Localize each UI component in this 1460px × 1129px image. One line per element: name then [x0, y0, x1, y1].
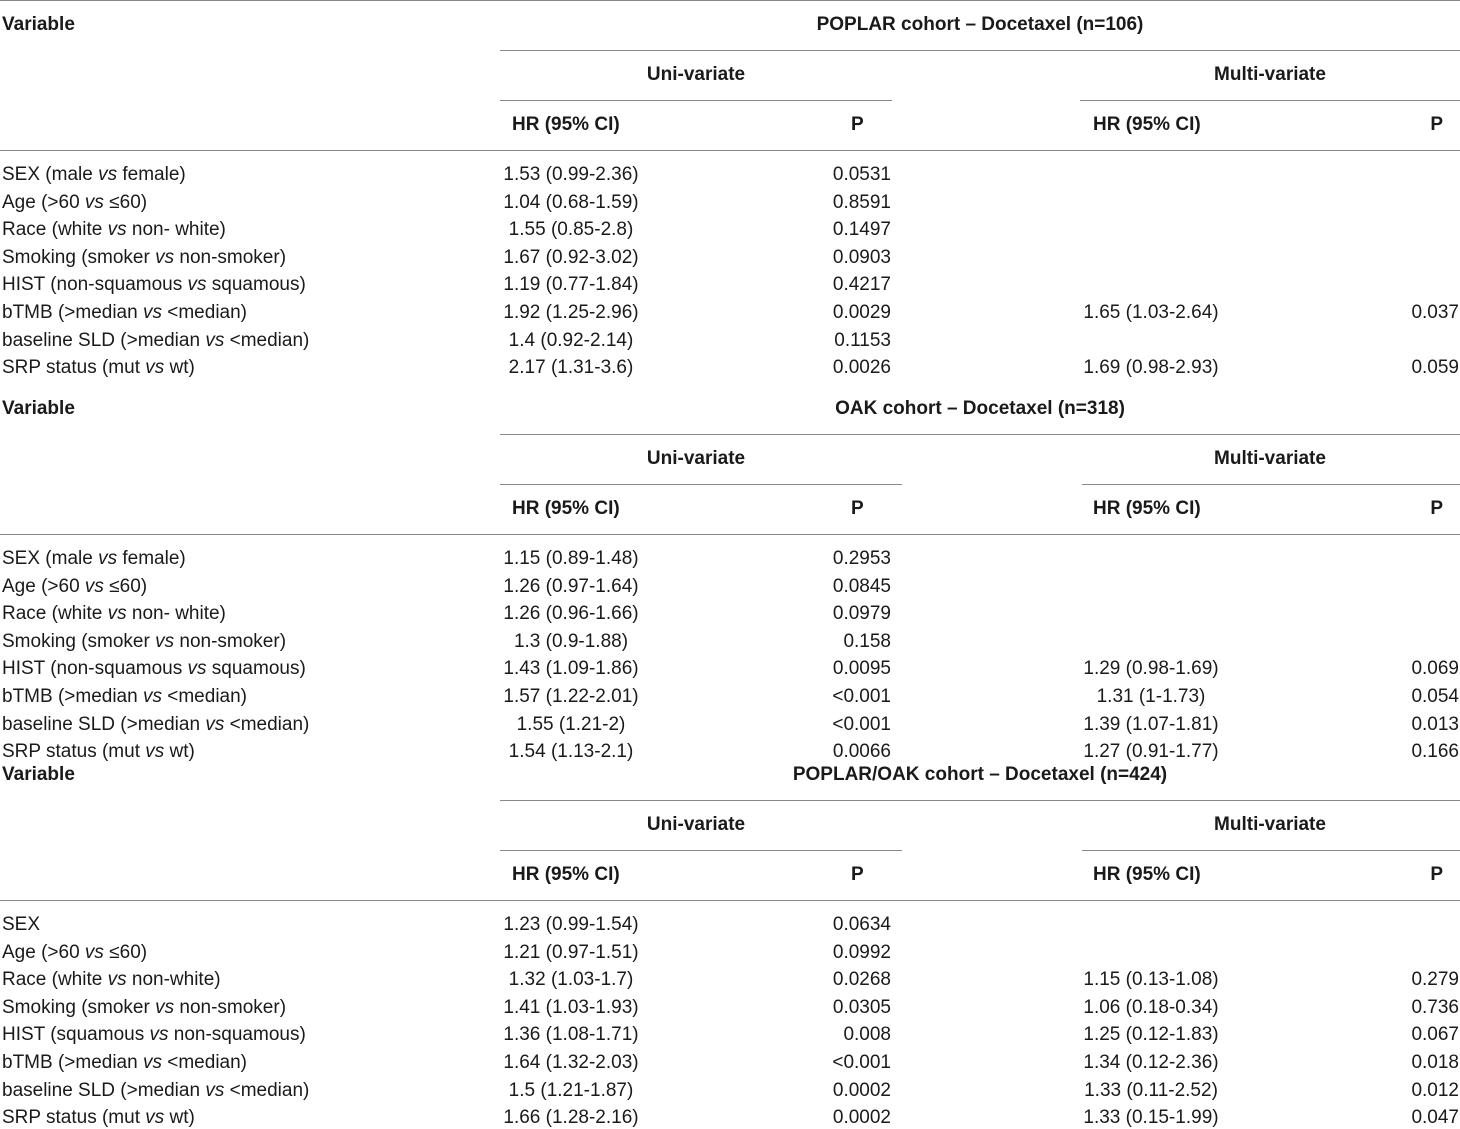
variable-label-vs: vs: [98, 164, 118, 185]
uni-hr-header: HR (95% CI): [512, 114, 620, 135]
multi-p-value: 0.279: [1411, 969, 1459, 991]
multi-hr-value: 1.31 (1-1.73): [1096, 686, 1206, 707]
variable-label-text: baseline SLD (>median: [2, 713, 206, 735]
uni-p-value: 0.1497: [832, 219, 891, 241]
variable-label-text: SEX (male: [2, 164, 99, 185]
variable-label-text: HIST (non-squamous: [2, 658, 188, 680]
variable-label: [2, 219, 226, 241]
uni-p-value: 0.0002: [832, 1107, 891, 1129]
variable-header: Variable: [2, 14, 75, 35]
variable-label: [2, 1080, 309, 1102]
variable-label: [2, 1107, 195, 1129]
multi-p-value: 0.012: [1411, 1079, 1459, 1101]
variable-label-vs: vs: [145, 357, 165, 379]
uni-hr-value: 1.3 (0.9-1.88): [513, 630, 629, 652]
variable-label: [2, 164, 186, 186]
variable-label-vs: vs: [84, 941, 104, 963]
uni-hr-value: 1.53 (0.99-2.36): [503, 164, 639, 185]
variable-label-vs: vs: [98, 548, 118, 569]
uni-p-header: P: [851, 864, 864, 885]
multi-hr-value: 1.33 (0.11-2.52): [1084, 1079, 1218, 1101]
multi-p-value: 0.047: [1411, 1107, 1459, 1129]
uni-p-value: <0.001: [832, 686, 891, 707]
multi-p-value: 0.166: [1411, 741, 1459, 763]
variable-label-text: Age (>60: [2, 941, 85, 963]
variable-label-comparator: non-smoker): [174, 996, 287, 1018]
multi-hr-value: 1.25 (0.12-1.83): [1083, 1024, 1219, 1046]
variable-label-text: baseline SLD (>median: [2, 329, 206, 351]
uni-p-value: 0.008: [843, 1024, 891, 1046]
variable-label-comparator: <median): [161, 302, 248, 323]
multi-hr-header: HR (95% CI): [1093, 498, 1201, 519]
variable-label: [2, 969, 221, 991]
variable-label: [2, 330, 309, 352]
uni-p-value: 0.0026: [832, 357, 891, 379]
multi-p-value: 0.013: [1411, 713, 1459, 735]
variable-label-vs: vs: [187, 658, 207, 680]
variable-label-comparator: female): [117, 548, 186, 569]
variable-label: [2, 247, 286, 269]
uni-p-value: 0.0992: [832, 941, 891, 963]
variable-label: [2, 997, 286, 1019]
uni-hr-value: 1.57 (1.22-2.01): [503, 686, 639, 707]
variable-label-vs: vs: [205, 1079, 225, 1101]
multi-variate-rule: [1082, 484, 1460, 485]
variable-label-text: Race (white: [2, 969, 108, 991]
cohort-title: POPLAR/OAK cohort – Docetaxel (n=424): [792, 764, 1168, 785]
variable-label-comparator: non-smoker): [174, 630, 287, 652]
uni-hr-value: 1.26 (0.96-1.66): [503, 603, 639, 625]
variable-label-comparator: ≤60): [103, 575, 148, 597]
variable-label-text: SEX (male: [2, 548, 99, 569]
uni-p-value: 0.8591: [832, 191, 891, 213]
uni-hr-value: 1.36 (1.08-1.71): [503, 1024, 639, 1046]
variable-label-text: SRP status (mut: [2, 357, 146, 379]
multi-hr-value: 1.06 (0.18-0.34): [1083, 996, 1219, 1018]
variable-label-comparator: <median): [224, 713, 310, 735]
multi-hr-value: 1.69 (0.98-2.93): [1083, 357, 1219, 379]
variable-label: [2, 714, 309, 736]
variable-label-text: Age (>60: [2, 575, 85, 597]
uni-hr-header: HR (95% CI): [512, 864, 620, 885]
variable-label: [2, 631, 286, 653]
header-bottom-rule: [0, 150, 1460, 151]
multi-p-header: P: [1430, 498, 1443, 519]
uni-p-value: <0.001: [832, 1052, 891, 1073]
uni-p-value: 0.0845: [832, 575, 891, 597]
multi-p-value: 0.037: [1411, 302, 1459, 323]
multi-variate-header: Multi-variate: [1214, 64, 1326, 85]
uni-p-value: 0.0979: [832, 603, 891, 625]
uni-p-header: P: [851, 498, 864, 519]
uni-hr-value: 1.04 (0.68-1.59): [503, 191, 639, 213]
variable-label-vs: vs: [149, 1024, 169, 1046]
variable-label-text: bTMB (>median: [2, 302, 143, 323]
cohort-title: POPLAR cohort – Docetaxel (n=106): [816, 14, 1144, 35]
cohort-title: OAK cohort – Docetaxel (n=318): [835, 398, 1125, 419]
uni-hr-value: 1.4 (0.92-2.14): [508, 329, 634, 351]
variable-label-vs: vs: [107, 603, 127, 625]
multi-p-value: 0.054: [1411, 686, 1459, 707]
variable-label-vs: vs: [84, 191, 104, 213]
variable-label-text: HIST (squamous: [2, 1024, 150, 1046]
multi-hr-value: 1.27 (0.91-1.77): [1083, 741, 1219, 763]
multi-hr-value: 1.39 (1.07-1.81): [1083, 713, 1219, 735]
uni-variate-rule: [500, 484, 902, 485]
variable-label-vs: vs: [142, 1052, 162, 1073]
uni-hr-value: 1.23 (0.99-1.54): [503, 914, 639, 935]
variable-label-text: Race (white: [2, 219, 108, 241]
variable-label-vs: vs: [155, 246, 175, 268]
variable-label-vs: vs: [205, 329, 225, 351]
uni-hr-value: 1.26 (0.97-1.64): [503, 575, 639, 597]
multi-hr-value: 1.29 (0.98-1.69): [1083, 658, 1219, 680]
variable-label-text: SRP status (mut: [2, 741, 146, 763]
uni-hr-header: HR (95% CI): [512, 498, 620, 519]
variable-label-comparator: non- white): [126, 219, 226, 241]
variable-label-comparator: <median): [161, 686, 248, 707]
variable-header: Variable: [2, 764, 75, 785]
variable-label-text: bTMB (>median: [2, 1052, 143, 1073]
uni-hr-value: 1.64 (1.32-2.03): [503, 1052, 639, 1073]
uni-p-value: <0.001: [832, 713, 891, 735]
header-bottom-rule: [0, 534, 1460, 535]
variable-label-comparator: non-squamous): [168, 1024, 306, 1046]
uni-p-value: 0.0029: [832, 302, 891, 323]
uni-variate-rule: [500, 100, 892, 101]
uni-hr-value: 1.92 (1.25-2.96): [503, 302, 639, 323]
variable-label: [2, 658, 306, 680]
uni-p-value: 0.4217: [832, 274, 891, 296]
uni-p-value: 0.0066: [832, 741, 891, 763]
uni-hr-value: 1.66 (1.28-2.16): [503, 1107, 639, 1129]
variable-label-vs: vs: [107, 969, 127, 991]
variable-label-vs: vs: [107, 219, 127, 241]
variable-label-text: SRP status (mut: [2, 1107, 146, 1129]
uni-variate-header: Uni-variate: [646, 814, 746, 835]
uni-hr-value: 1.41 (1.03-1.93): [503, 996, 639, 1018]
uni-p-value: 0.2953: [832, 548, 891, 569]
variable-label-comparator: <median): [161, 1052, 248, 1073]
variable-label-vs: vs: [145, 741, 165, 763]
variable-label-text: Smoking (smoker: [2, 246, 156, 268]
uni-variate-rule: [500, 850, 902, 851]
variable-label: [2, 302, 247, 324]
variable-label: [2, 686, 247, 708]
variable-label-comparator: squamous): [206, 274, 306, 296]
variable-label: [2, 274, 306, 296]
cohort-rule: [500, 800, 1460, 801]
variable-label-vs: vs: [205, 713, 225, 735]
variable-label-vs: vs: [155, 996, 175, 1018]
uni-hr-value: 2.17 (1.31-3.6): [508, 357, 634, 379]
variable-label-comparator: <median): [224, 329, 310, 351]
variable-label: [2, 548, 186, 570]
uni-p-value: 0.158: [843, 630, 891, 652]
variable-label-comparator: non- white): [126, 603, 226, 625]
variable-label-comparator: <median): [224, 1079, 310, 1101]
header-bottom-rule: [0, 900, 1460, 901]
variable-header: Variable: [2, 398, 75, 419]
uni-p-value: 0.0095: [832, 658, 891, 680]
cohort-rule: [500, 434, 1460, 435]
uni-hr-value: 1.67 (0.92-3.02): [503, 246, 639, 268]
variable-label: [2, 603, 226, 625]
multi-variate-rule: [1080, 100, 1460, 101]
variable-label: [2, 914, 40, 936]
variable-label: [2, 357, 195, 379]
uni-p-value: 0.0531: [832, 164, 891, 185]
multi-hr-header: HR (95% CI): [1093, 864, 1201, 885]
variable-label-text: Race (white: [2, 603, 108, 625]
variable-label-vs: vs: [142, 686, 162, 707]
uni-p-value: 0.0002: [832, 1079, 891, 1101]
variable-label-text: baseline SLD (>median: [2, 1079, 206, 1101]
multi-hr-value: 1.15 (0.13-1.08): [1083, 969, 1219, 991]
variable-label: [2, 192, 147, 214]
variable-label-text: bTMB (>median: [2, 686, 143, 707]
multi-hr-value: 1.34 (0.12-2.36): [1083, 1052, 1219, 1073]
variable-label: [2, 942, 147, 964]
uni-hr-value: 1.32 (1.03-1.7): [508, 969, 634, 991]
variable-label: [2, 1052, 247, 1074]
variable-label-comparator: ≤60): [103, 191, 148, 213]
variable-label-vs: vs: [187, 274, 207, 296]
variable-label-comparator: female): [117, 164, 186, 185]
multi-variate-header: Multi-variate: [1214, 448, 1326, 469]
multi-p-value: 0.018: [1411, 1052, 1459, 1073]
variable-label-text: Age (>60: [2, 191, 85, 213]
variable-label-comparator: ≤60): [103, 941, 148, 963]
multi-p-value: 0.736: [1411, 996, 1459, 1018]
uni-hr-value: 1.55 (0.85-2.8): [508, 219, 634, 241]
uni-hr-value: 1.5 (1.21-1.87): [508, 1079, 634, 1101]
multi-hr-value: 1.65 (1.03-2.64): [1083, 302, 1219, 323]
cohort-rule: [500, 50, 1460, 51]
variable-label-vs: vs: [142, 302, 162, 323]
variable-label-vs: vs: [84, 575, 104, 597]
uni-p-value: 0.0634: [832, 914, 891, 935]
variable-label-text: HIST (non-squamous: [2, 274, 188, 296]
uni-p-value: 0.0268: [832, 969, 891, 991]
uni-hr-value: 1.21 (0.97-1.51): [503, 941, 639, 963]
multi-hr-value: 1.33 (0.15-1.99): [1083, 1107, 1219, 1129]
variable-label-vs: vs: [145, 1107, 165, 1129]
multi-p-value: 0.069: [1411, 658, 1459, 680]
variable-label-vs: vs: [155, 630, 175, 652]
uni-variate-header: Uni-variate: [646, 64, 746, 85]
variable-label-comparator: non-white): [126, 969, 221, 991]
variable-label-text: SEX: [2, 914, 41, 935]
uni-p-header: P: [851, 114, 864, 135]
uni-hr-value: 1.54 (1.13-2.1): [508, 741, 634, 763]
uni-hr-value: 1.19 (0.77-1.84): [503, 274, 639, 296]
variable-label: [2, 1024, 306, 1046]
top-border: [0, 0, 1460, 1]
uni-p-value: 0.0903: [832, 246, 891, 268]
uni-hr-value: 1.43 (1.09-1.86): [503, 658, 639, 680]
variable-label-comparator: squamous): [206, 658, 306, 680]
multi-p-header: P: [1430, 114, 1443, 135]
variable-label: [2, 741, 195, 763]
variable-label-comparator: wt): [164, 1107, 195, 1129]
uni-hr-value: 1.15 (0.89-1.48): [503, 548, 639, 569]
multi-p-header: P: [1430, 864, 1443, 885]
multi-variate-rule: [1082, 850, 1460, 851]
uni-hr-value: 1.55 (1.21-2): [516, 713, 626, 735]
variable-label-comparator: non-smoker): [174, 246, 287, 268]
multi-hr-header: HR (95% CI): [1093, 114, 1201, 135]
multi-variate-header: Multi-variate: [1214, 814, 1326, 835]
variable-label-text: Smoking (smoker: [2, 630, 156, 652]
variable-label-text: Smoking (smoker: [2, 996, 156, 1018]
uni-p-value: 0.1153: [834, 329, 891, 351]
variable-label-comparator: wt): [164, 357, 195, 379]
multi-p-value: 0.067: [1411, 1024, 1459, 1046]
uni-variate-header: Uni-variate: [646, 448, 746, 469]
variable-label-comparator: wt): [164, 741, 195, 763]
uni-p-value: 0.0305: [832, 996, 891, 1018]
multi-p-value: 0.059: [1411, 357, 1459, 379]
variable-label: [2, 576, 147, 598]
